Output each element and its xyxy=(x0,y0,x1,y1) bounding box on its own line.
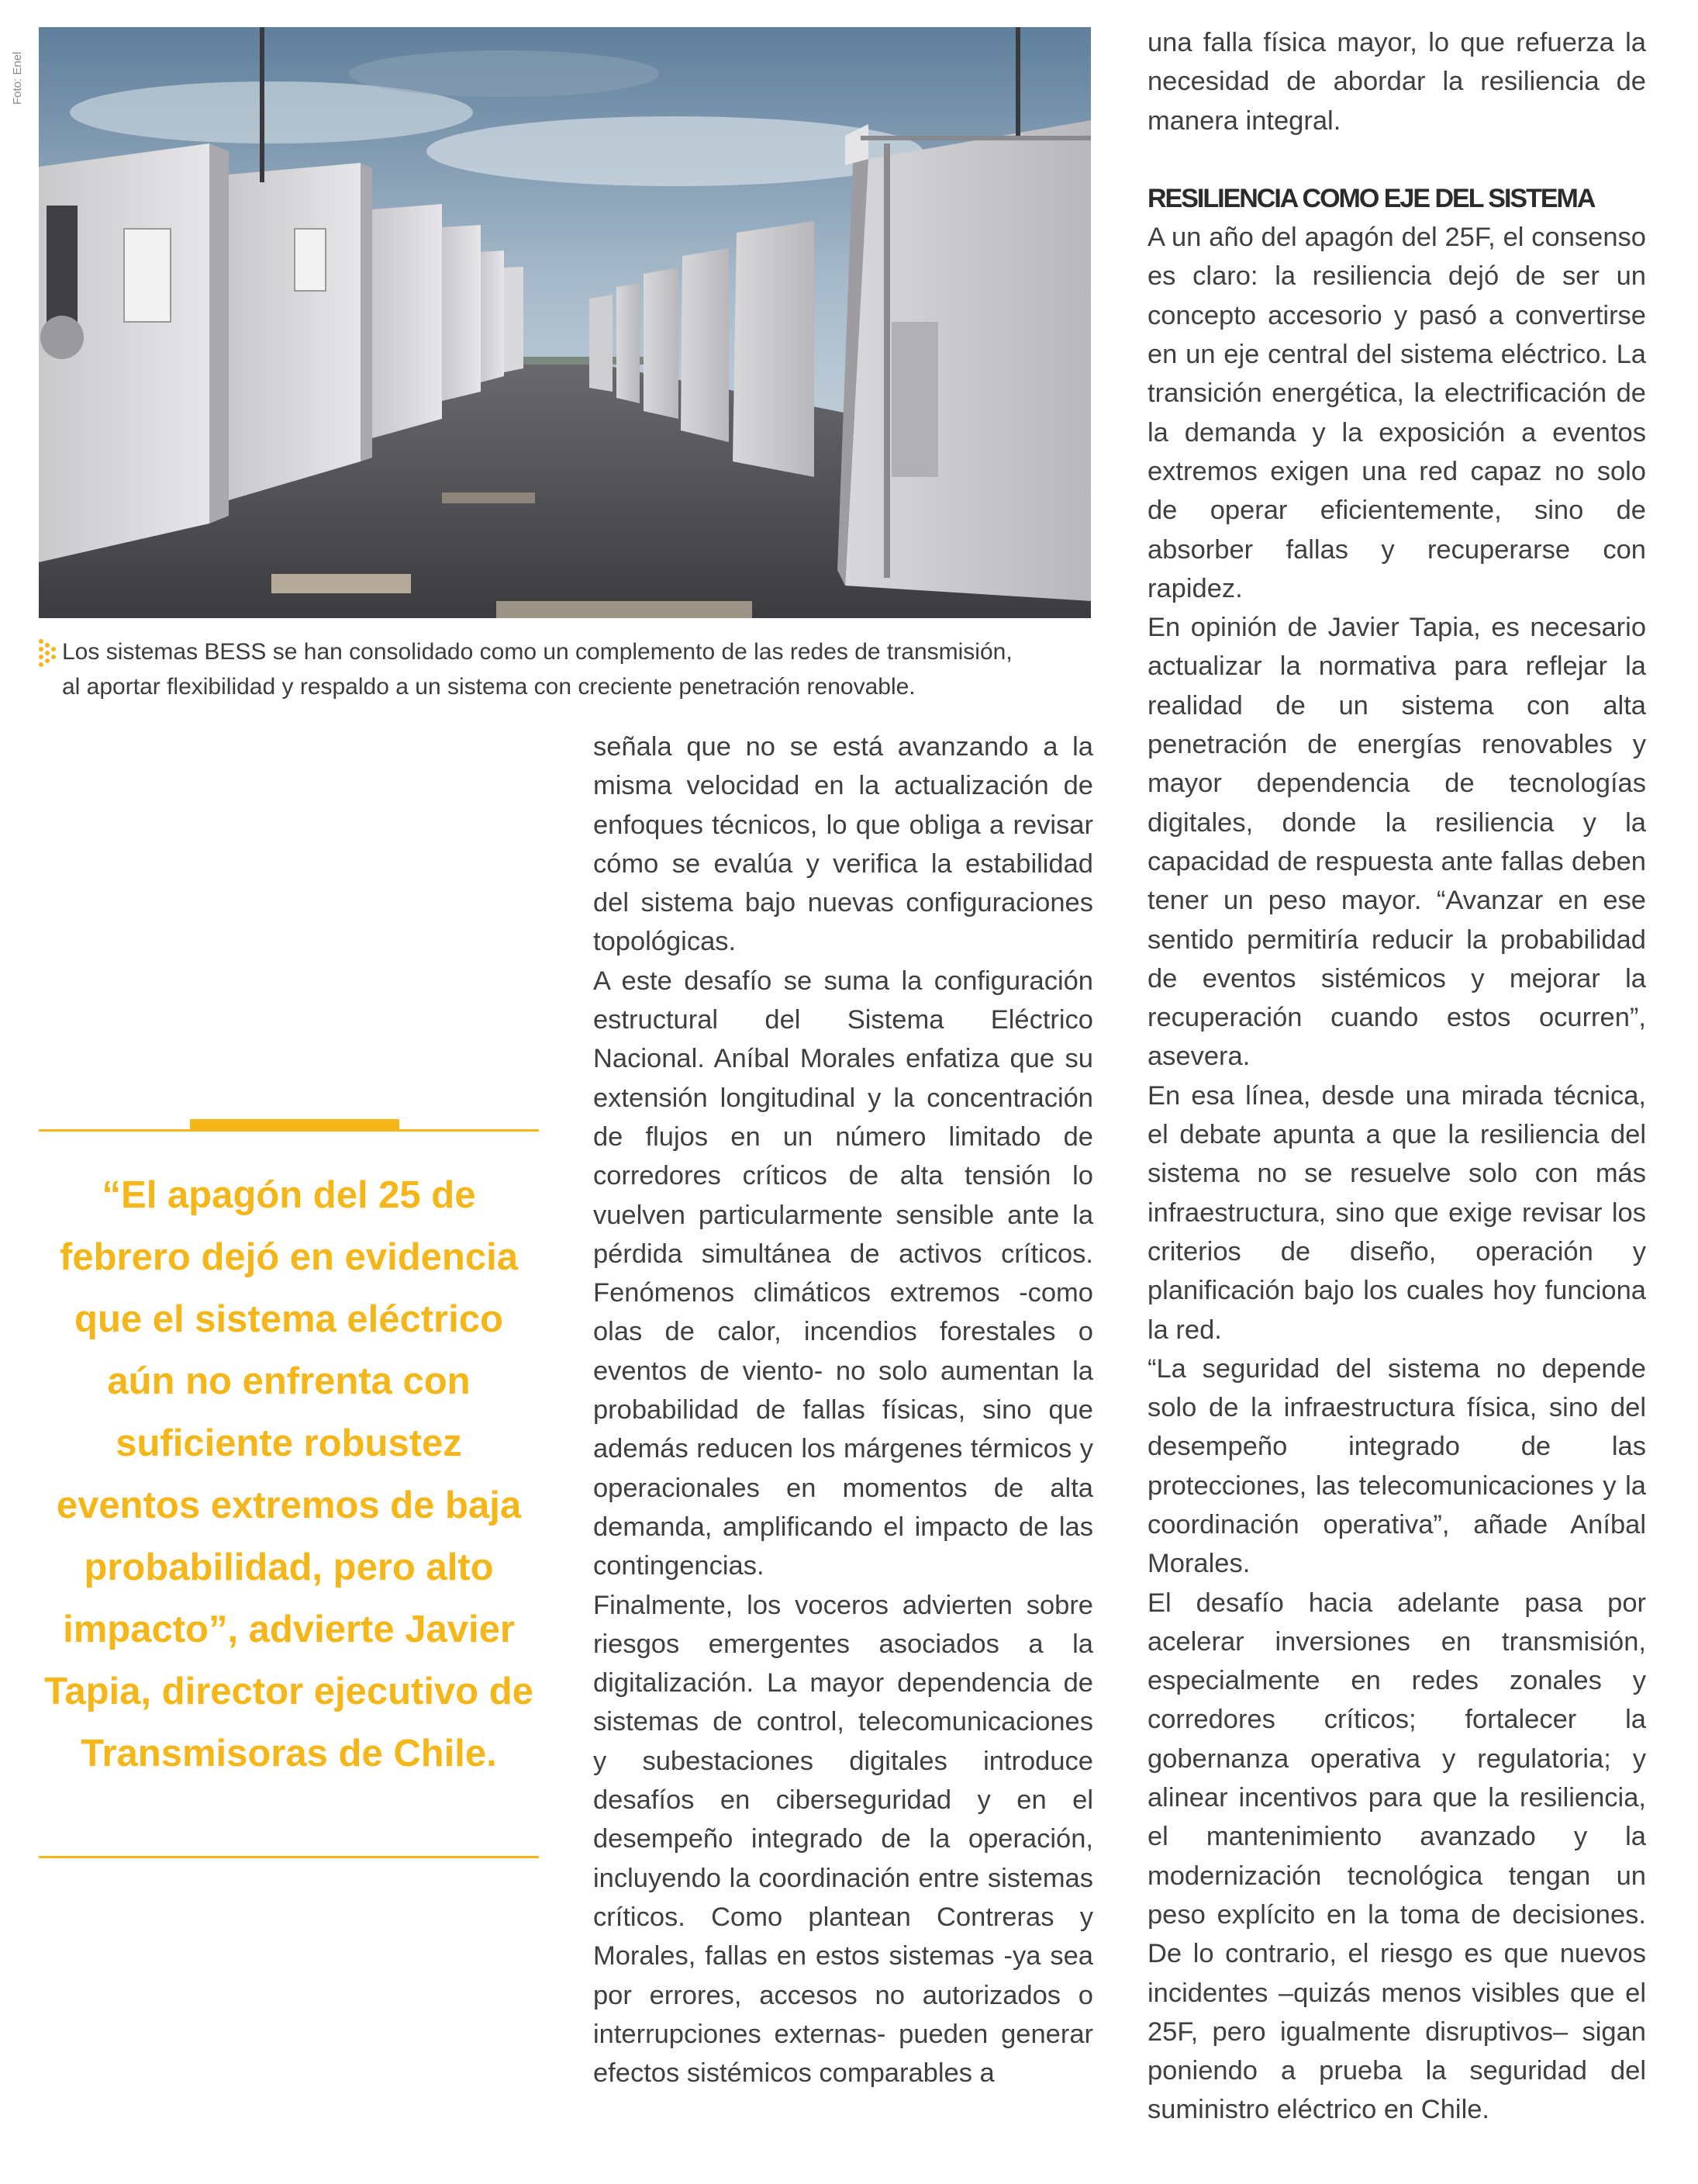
article-column-middle xyxy=(593,727,1093,2092)
paragraph: A un año del apagón del 25F, el consenso es claro: la resiliencia dejó de ser un concepto accesorio y pasó a convertirse en un eje central del sistema eléctrico. La transición energética, la electrificación de la demanda y la exposición a eventos extremos exigen una red capaz no solo de operar eficientemente, sino de absorber fallas y recuperarse con rapidez. xyxy=(1148,223,1646,603)
paragraph: En opinión de Javier Tapia, es necesario actualizar la normativa para reflejar la realidad de un sistema con alta penetración de energías renovables y mayor dependencia de tecnologías digitales, donde la resiliencia y la capacidad de respuesta ante fallas deben tener un peso mayor. “Avanzar en ese sentido permitiría reducir la probabilidad de eventos sistémicos y mejorar la recuperación cuando estos ocurren”, asevera. xyxy=(1148,613,1646,1072)
bess-photo-illustration xyxy=(39,27,1091,618)
pull-quote xyxy=(39,1119,539,1858)
paragraph: señala que no se está avanzando a la misma velocidad en la actualización de enfoques técnicos, lo que obliga a revisar cómo se evalúa y verifica la estabilidad del sistema bajo nuevas configuraciones topológicas. xyxy=(593,732,1093,957)
paragraph: A este desafío se suma la configuración estructural del Sistema Eléctrico Nacional. Aníbal Morales enfatiza que su extensión longitudinal y la concentración de flujos en un número limitado de corredores críticos de alta tensión lo vuelven particularmente sensible ante la pérdida simultánea de activos críticos. Fenómenos climáticos extremos -como olas de calor, incendios forestales o eventos de viento- no solo aumentan la probabilidad de fallas físicas, sino que además reducen los márgenes térmicos y operacionales en momentos de alta demanda, amplificando el impacto de las contingencias. xyxy=(593,966,1093,1581)
paragraph: El desafío hacia adelante pasa por acelerar inversiones en transmisión, especialmente en redes zonales y corredores críticos; fortalecer la gobernanza operativa y regulatoria; y alinear incentivos para que la resiliencia, el mantenimiento avanzado y la modernización tecnológica tengan un peso explícito en la toma de decisiones. De lo contrario, el riesgo es que nuevos incidentes –quizás menos visibles que el 25F, pero igualmente disruptivos– sigan poniendo a prueba la seguridad del suministro eléctrico en Chile. xyxy=(1148,1588,1646,2125)
paragraph: En esa línea, desde una mirada técnica, el debate apunta a que la resiliencia del sistema no se resuelve solo con más infraestructura, sino que exige revisar los criterios de diseño, operación y planificación bajo los cuales hoy funciona la red. xyxy=(1148,1080,1646,1345)
paragraph: Finalmente, los voceros advierten sobre riesgos emergentes asociados a la digitalización. La mayor dependencia de sistemas de control, telecomunicaciones y subestaciones digitales introduce desafíos en ciberseguridad y en el desempeño integrado de la operación, incluyendo la coordinación entre sistemas críticos. Como plantean Contreras y Morales, fallas en estos sistemas -ya sea por errores, accesos no autorizados o interrupciones externas- pueden generar efectos sistémicos comparables a xyxy=(593,1590,1093,2089)
caption-line-2: al aportar flexibilidad y respaldo a un sistema con creciente penetración renovable. xyxy=(62,674,916,700)
paragraph: “La seguridad del sistema no depende solo de la infraestructura física, sino del desempeño integrado de las protecciones, las telecomunicaciones y la coordinación operativa”, añade Aníbal Morales. xyxy=(1148,1353,1646,1579)
pull-quote-text: “El apagón del 25 de febrero dejó en evidencia que el sistema eléctrico aún no enfrenta con suficiente robustez eventos extremos de baja probabilidad, pero alto impacto”, advierte Javier Tapia, director ejecutivo de Transmisoras de Chile. xyxy=(44,1174,533,1774)
photo-credit-text: Foto: Enel xyxy=(11,51,24,105)
section-heading: RESILIENCIA COMO EJE DEL SISTEMA xyxy=(1148,183,1595,213)
pull-quote-tab xyxy=(190,1119,399,1129)
article-column-right xyxy=(1148,23,1646,2130)
pull-quote-bottom-rule xyxy=(39,1856,539,1858)
photo-caption xyxy=(39,634,1101,704)
paragraph: una falla física mayor, lo que refuerza la necesidad de abordar la resiliencia de manera integral. xyxy=(1148,28,1646,136)
caption-bullet-icon xyxy=(39,639,54,667)
photo-credit xyxy=(11,31,34,109)
pull-quote-top-rule xyxy=(39,1129,539,1132)
bess-photo xyxy=(39,27,1091,618)
caption-line-1: Los sistemas BESS se han consolidado como un complemento de las redes de transmisión, xyxy=(62,639,1013,665)
